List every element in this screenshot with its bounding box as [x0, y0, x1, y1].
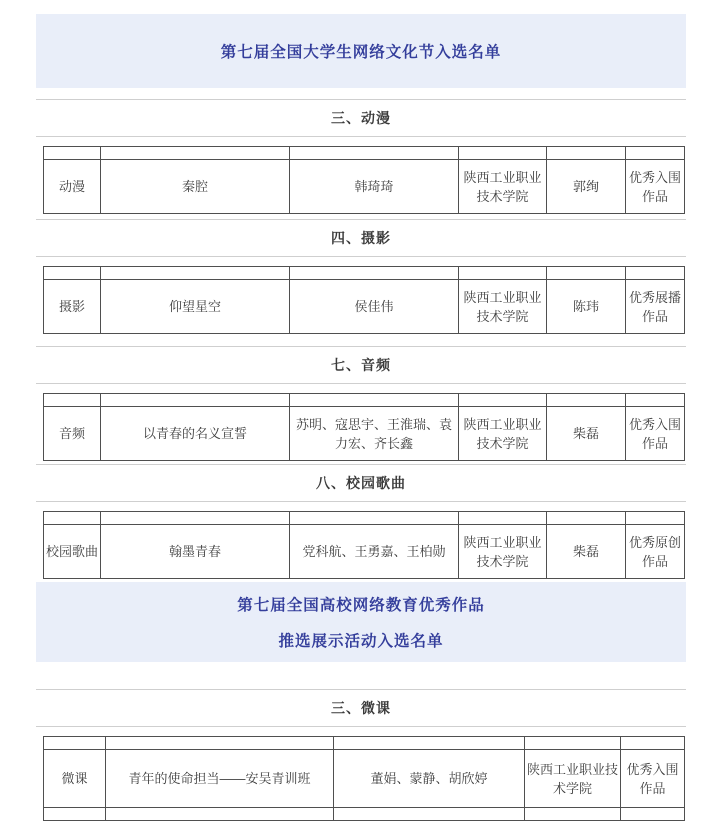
education-banner-line1: 第七届全国高校网络教育优秀作品: [237, 597, 485, 614]
cell-school: 陕西工业职业技术学院: [525, 750, 621, 808]
cell-school: 陕西工业职业技术学院: [459, 525, 547, 579]
cell-work: 仰望星空: [101, 280, 290, 334]
cell-advisor: 陈玮: [547, 280, 626, 334]
cell-advisor: 郭绚: [547, 160, 626, 214]
spacer-row: [44, 267, 685, 280]
cell-advisor: 柴磊: [547, 525, 626, 579]
section-heading-campus-song: 八、校园歌曲: [316, 475, 406, 491]
section-band-campus-song: [36, 464, 686, 502]
cell-category: 校园歌曲: [44, 525, 101, 579]
cell-advisor: 柴磊: [547, 407, 626, 461]
table-row: [44, 407, 685, 461]
table-row: [44, 750, 685, 808]
award-table-micro-course: [43, 736, 685, 821]
award-table-campus-song: [43, 511, 685, 579]
section-band-photography: [36, 219, 686, 257]
cell-category: 摄影: [44, 280, 101, 334]
cell-award: 优秀入围作品: [626, 160, 685, 214]
cell-authors: 党科航、王勇嘉、王柏勋: [290, 525, 459, 579]
education-works-banner: [36, 582, 686, 662]
cell-award: 优秀原创作品: [626, 525, 685, 579]
cell-work: 青年的使命担当——安吴青训班: [106, 750, 334, 808]
cell-work: 以青春的名义宣誓: [101, 407, 290, 461]
cell-award: 优秀展播作品: [626, 280, 685, 334]
cell-authors: 苏明、寇思宇、王淮瑞、袁力宏、齐长鑫: [290, 407, 459, 461]
spacer-row: [44, 808, 685, 821]
table-row: [44, 525, 685, 579]
cell-authors: 董娟、蒙静、胡欣婷: [334, 750, 525, 808]
spacer-row: [44, 512, 685, 525]
award-table-animation: [43, 146, 685, 214]
award-table-audio: [43, 393, 685, 461]
section-heading-animation: 三、动漫: [331, 110, 391, 126]
cell-school: 陕西工业职业技术学院: [459, 280, 547, 334]
festival-banner: [36, 14, 686, 88]
spacer-row: [44, 394, 685, 407]
document-body: [36, 14, 686, 821]
spacer-row: [44, 737, 685, 750]
cell-award: 优秀入围作品: [626, 407, 685, 461]
table-row: [44, 280, 685, 334]
cell-category: 微课: [44, 750, 106, 808]
award-table-photography: [43, 266, 685, 334]
cell-work: 秦腔: [101, 160, 290, 214]
cell-work: 翰墨青春: [101, 525, 290, 579]
table-row: [44, 160, 685, 214]
cell-authors: 侯佳伟: [290, 280, 459, 334]
section-heading-photography: 四、摄影: [331, 230, 391, 246]
section-heading-micro-course: 三、微课: [331, 700, 391, 716]
education-banner-line2: 推选展示活动入选名单: [278, 633, 444, 650]
cell-category: 动漫: [44, 160, 101, 214]
cell-authors: 韩琦琦: [290, 160, 459, 214]
section-band-micro-course: [36, 689, 686, 727]
section-heading-audio: 七、音频: [331, 357, 391, 373]
cell-school: 陕西工业职业技术学院: [459, 407, 547, 461]
cell-school: 陕西工业职业技术学院: [459, 160, 547, 214]
section-band-audio: [36, 346, 686, 384]
cell-award: 优秀入围作品: [621, 750, 685, 808]
festival-banner-title: 第七届全国大学生网络文化节入选名单: [220, 44, 502, 61]
spacer-row: [44, 147, 685, 160]
section-band-animation: [36, 99, 686, 137]
cell-category: 音频: [44, 407, 101, 461]
